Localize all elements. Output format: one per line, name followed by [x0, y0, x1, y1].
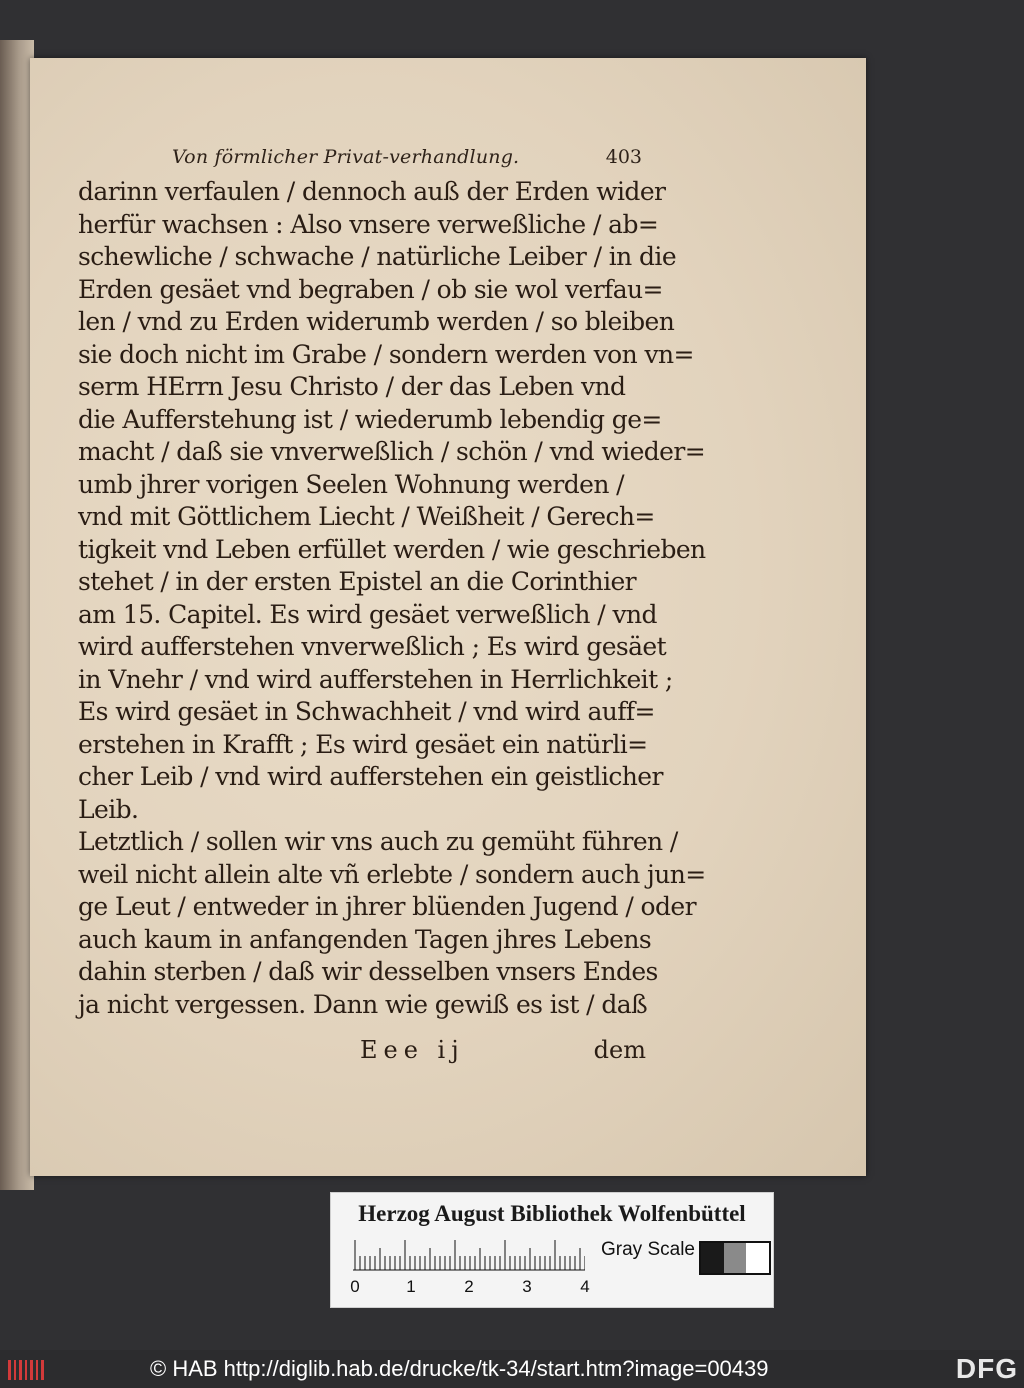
text-line: ge Leut / entweder in jhrer blüenden Jugend / oder	[78, 892, 696, 921]
grayscale-label: Gray Scale	[601, 1239, 695, 1260]
running-title: Von förmlicher Privat-verhandlung.	[172, 146, 520, 168]
copyright-link[interactable]: © HAB http://diglib.hab.de/drucke/tk-34/start.htm?image=00439	[150, 1356, 769, 1381]
text-line: serm HErrn Jesu Christo / der das Leben vnd	[78, 372, 626, 401]
page-header	[172, 146, 642, 172]
swatch-dark	[701, 1243, 724, 1273]
hab-barcode-icon	[8, 1358, 48, 1382]
ruler-number: 3	[522, 1277, 532, 1296]
ruler-number: 1	[406, 1277, 416, 1296]
text-line: die Aufferstehung ist / wiederumb lebendig ge=	[78, 404, 662, 434]
ruler-scale	[353, 1237, 585, 1271]
signature-mark: Eee ij	[360, 1036, 465, 1064]
swatch-mid	[724, 1243, 747, 1273]
ruler-numbers	[331, 1277, 601, 1299]
body-text	[78, 176, 706, 1021]
text-line: vnd mit Göttlichem Liecht / Weißheit / Gerech=	[78, 502, 655, 531]
text-line: herfür wachsen : Also vnsere verweßliche / ab=	[78, 209, 659, 239]
text-line: cher Leib / vnd wird aufferstehen ein geistlicher	[78, 762, 663, 791]
text-line: sie doch nicht im Grabe / sondern werden von vn=	[78, 339, 694, 369]
text-line: stehet / in der ersten Epistel an die Corinthier	[78, 567, 637, 596]
text-line: Leib.	[78, 794, 139, 824]
text-line: darinn verfaulen / dennoch auß der Erden wider	[78, 177, 666, 206]
text-line: macht / daß sie vnverweßlich / schön / vnd wieder=	[78, 437, 706, 466]
text-line: wird aufferstehen vnverweßlich ; Es wird gesäet	[78, 632, 667, 661]
text-line: auch kaum in anfangenden Tagen jhres Lebens	[78, 924, 652, 954]
ruler-number: 2	[464, 1277, 474, 1296]
text-line: erstehen in Krafft ; Es wird gesäet ein natürli=	[78, 729, 648, 759]
text-line: schewliche / schwache / natürliche Leiber / in die	[78, 242, 677, 271]
library-label-card	[330, 1192, 774, 1308]
footer-bar	[0, 1350, 1024, 1388]
text-line: in Vnehr / vnd wird aufferstehen in Herrlichkeit ;	[78, 664, 673, 694]
text-line: umb jhrer vorigen Seelen Wohnung werden /	[78, 469, 624, 499]
page-number: 403	[605, 146, 642, 168]
text-line: ja nicht vergessen. Dann wie gewiß es ist / daß	[78, 989, 648, 1019]
text-line: Erden gesäet vnd begraben / ob sie wol verfau=	[78, 274, 663, 304]
grayscale-swatches	[699, 1241, 771, 1275]
swatch-light	[746, 1243, 769, 1273]
text-line: am 15. Capitel. Es wird gesäet verweßlich / vnd	[78, 599, 657, 629]
dfg-logo: DFG	[955, 1353, 1018, 1384]
ruler-number: 0	[350, 1277, 360, 1296]
text-line: Es wird gesäet in Schwachheit / vnd wird auff=	[78, 697, 655, 726]
text-line: Letztlich / sollen wir vns auch zu gemüht führen /	[78, 827, 678, 856]
previous-page-edge	[0, 40, 34, 1190]
catchword: dem	[593, 1036, 646, 1064]
text-line: len / vnd zu Erden widerumb werden / so bleiben	[78, 307, 675, 336]
text-line: weil nicht allein alte vñ erlebte / sondern auch jun=	[78, 859, 706, 889]
text-line: tigkeit vnd Leben erfüllet werden / wie geschrieben	[78, 534, 706, 564]
text-line: dahin sterben / daß wir desselben vnsers Endes	[78, 957, 658, 986]
ruler-number: 4	[580, 1277, 590, 1296]
library-name: Herzog August Bibliothek Wolfenbüttel	[358, 1201, 746, 1226]
page-footer	[360, 1036, 646, 1066]
